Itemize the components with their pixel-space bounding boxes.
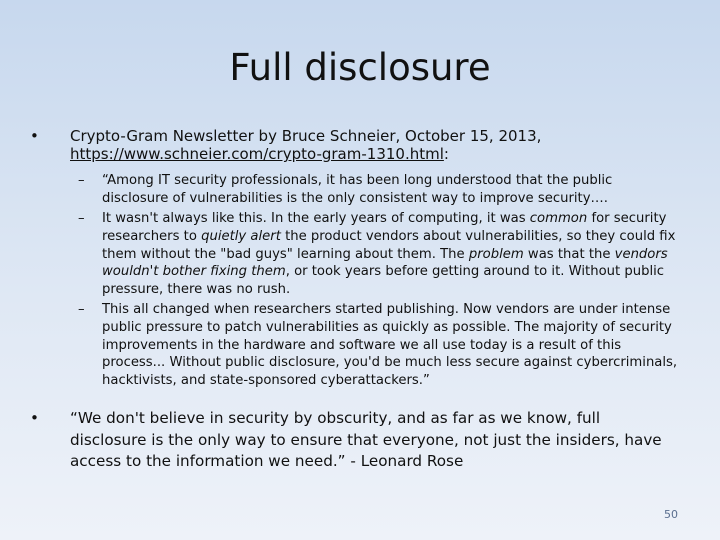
bullet-text: Crypto-Gram Newsletter by Bruce Schneier, October 15, 2013,	[70, 127, 542, 145]
sub-bullet-text: “Among IT security professionals, it has been long understood that the public disclosure of vulnerabilities is the only consistent way to improve security….	[102, 173, 613, 206]
sub-bullet-text-c: the product vendors about vulnerabilities, so they could fix them without the "bad guys" learning about them. The	[102, 228, 676, 262]
dash-symbol: –	[78, 302, 85, 317]
crypto-gram-link[interactable]: https://www.schneier.com/crypto-gram-1310.html	[70, 145, 444, 163]
sub-bullet-text-b: for security researchers to	[102, 211, 667, 244]
sub-bullet-text: This all changed when researchers started publishing. Now vendors are under intense public pressure to patch vulnerabilities as quickly as possible. The majority of security improvements in the hardware and software we all use today is a result of this process... Without public disclosure, you'd be much less secure against cybercriminals, hacktivists, and state-sponsored cyberattackers.”	[102, 302, 678, 389]
sub-bullet-text-e: , or took years before getting around to it. Without public pressure, there was no rush.	[102, 264, 665, 298]
emphasis-quietly-alert: quietly alert	[201, 228, 281, 244]
dash-symbol: –	[78, 211, 85, 226]
bullet-text: “We don't believe in security by obscurity, and as far as we know, full disclosure is the only way to ensure that everyone, not just the insiders, have access to the information we need.” - Leonard Rose	[70, 409, 662, 470]
sub-bullet-quote-1	[78, 172, 680, 208]
emphasis-problem: problem	[468, 246, 524, 262]
page-number: 50	[664, 508, 678, 521]
bullet-leonard-rose-quote	[30, 408, 670, 473]
slide-title: Full disclosure	[229, 46, 491, 89]
emphasis-common: common	[529, 211, 588, 226]
bullet-symbol: •	[30, 127, 39, 145]
sub-bullet-text-a: It wasn't always like this. In the early years of computing, it was	[102, 211, 530, 226]
sub-bullet-quote-3	[78, 301, 680, 390]
sub-bullet-text-d: was that the	[523, 246, 615, 262]
bullet-symbol: •	[30, 409, 39, 427]
sub-bullet-quote-2	[78, 210, 680, 299]
bullet-crypto-gram	[30, 127, 670, 163]
dash-symbol: –	[78, 173, 85, 188]
bullet-suffix: :	[443, 145, 449, 163]
emphasis-vendors: vendors wouldn't bother fixing them	[102, 246, 668, 280]
